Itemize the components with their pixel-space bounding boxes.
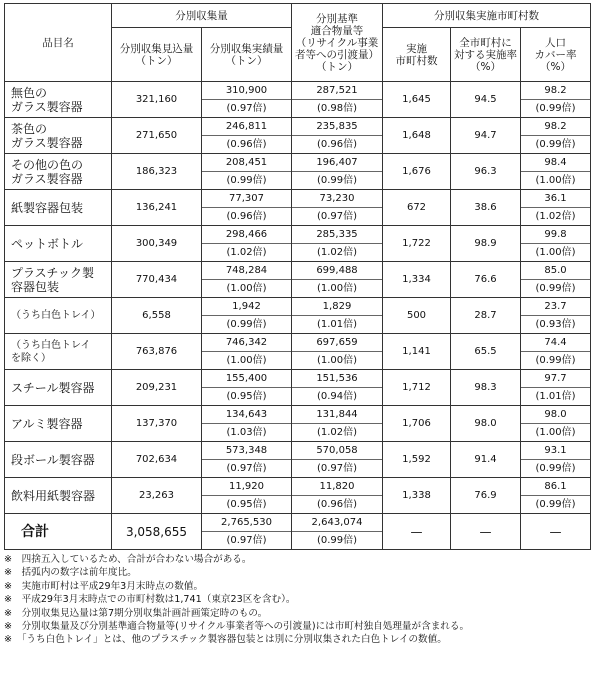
coverage-value: 74.4: [544, 337, 567, 348]
header-planned: 分別収集見込量 （トン）: [112, 28, 202, 82]
actual-value-ratio: (0.99倍): [202, 171, 291, 189]
header-item: 品目名: [5, 4, 112, 82]
footnotes: [4, 553, 590, 647]
header-coverage: 人口 カバー率 （%）: [521, 28, 591, 82]
standard-value-ratio: (0.97倍): [292, 459, 382, 477]
planned-value: 770,434: [135, 274, 178, 285]
actual-value-ratio: (0.97倍): [202, 459, 291, 477]
actual-value-ratio: (0.96倍): [202, 135, 291, 153]
standard-value: 1,829: [322, 301, 352, 312]
item-name: プラスチック製 容器包装: [5, 262, 112, 298]
item-name: スチール製容器: [5, 370, 112, 406]
standard-value-ratio: (1.01倍): [292, 315, 382, 333]
municipalities-value: 1,645: [402, 94, 431, 105]
planned-value: 3,058,655: [125, 524, 188, 539]
standard-value: 285,335: [316, 229, 358, 240]
planned-value: 763,876: [135, 346, 178, 357]
table-row: [5, 262, 591, 298]
standard-value: 196,407: [316, 157, 358, 168]
municipalities-value: 1,676: [402, 166, 431, 177]
actual-value: 134,643: [225, 409, 268, 420]
rate-value: —: [479, 524, 492, 539]
municipalities-value: —: [410, 524, 423, 539]
actual-value: 77,307: [229, 193, 264, 204]
actual-value-ratio: (0.96倍): [202, 207, 291, 225]
planned-value: 209,231: [135, 382, 178, 393]
standard-value: 570,058: [316, 445, 358, 456]
item-name: （うち白色トレイ）: [5, 298, 112, 334]
planned-value: 137,370: [135, 418, 178, 429]
planned-value: 300,349: [135, 238, 178, 249]
footnote: ※ 分別収集量及び分別基準適合物量等(リサイクル事業者等への引渡量)には市町村独自処理量が含まれる。: [4, 621, 470, 633]
footnote: ※ 分別収集見込量は第7期分別収集計画計画策定時のもの。: [4, 607, 268, 619]
municipalities-value: 1,592: [402, 454, 431, 465]
actual-value-ratio: (1.02倍): [202, 243, 291, 261]
coverage-value-ratio: (0.99倍): [521, 279, 590, 297]
table-row: [5, 478, 591, 514]
coverage-value: 86.1: [544, 481, 567, 492]
coverage-value-ratio: (0.99倍): [521, 135, 590, 153]
standard-value-ratio: (0.94倍): [292, 387, 382, 405]
actual-value: 748,284: [225, 265, 268, 276]
table-row: [5, 442, 591, 478]
coverage-value: 23.7: [544, 301, 567, 312]
planned-value: 6,558: [142, 310, 171, 321]
standard-value: 235,835: [316, 121, 358, 132]
standard-value: 287,521: [316, 85, 358, 96]
item-name: 無色の ガラス製容器: [5, 82, 112, 118]
table-row: [5, 154, 591, 190]
actual-value: 2,765,530: [221, 517, 272, 528]
table-row: [5, 82, 591, 118]
municipalities-value: 672: [406, 202, 427, 213]
item-name: ペットボトル: [5, 226, 112, 262]
coverage-value: —: [549, 524, 562, 539]
planned-value: 702,634: [135, 454, 178, 465]
standard-value-ratio: (0.97倍): [292, 207, 382, 225]
municipalities-value: 1,334: [402, 274, 431, 285]
footnote: ※ 括弧内の数字は前年度比。: [4, 567, 137, 579]
actual-value-ratio: (1.00倍): [202, 351, 291, 369]
standard-value: 131,844: [316, 409, 358, 420]
standard-value-ratio: (0.96倍): [292, 495, 382, 513]
standard-value-ratio: (0.98倍): [292, 99, 382, 117]
actual-value-ratio: (0.97倍): [202, 99, 291, 117]
coverage-value-ratio: (0.99倍): [521, 459, 590, 477]
table-row: [5, 226, 591, 262]
rate-value: 28.7: [474, 310, 497, 321]
rate-value: 98.3: [474, 382, 497, 393]
header-actual: 分別収集実績量 （トン）: [202, 28, 292, 82]
planned-value: 271,650: [135, 130, 178, 141]
header-collection-group: 分別収集量: [112, 4, 292, 28]
footnote: ※ 平成29年3月末時点での市町村数は1,741（東京23区を含む）。: [4, 594, 296, 606]
coverage-value-ratio: (1.00倍): [521, 243, 590, 261]
coverage-value-ratio: (0.99倍): [521, 351, 590, 369]
item-name: その他の色の ガラス製容器: [5, 154, 112, 190]
rate-value: 96.3: [474, 166, 497, 177]
standard-value: 11,820: [319, 481, 355, 492]
coverage-value-ratio: (1.02倍): [521, 207, 590, 225]
coverage-value-ratio: (0.93倍): [521, 315, 590, 333]
rate-value: 94.5: [474, 94, 497, 105]
planned-value: 23,263: [139, 490, 174, 501]
coverage-value: 85.0: [544, 265, 567, 276]
standard-value: 699,488: [316, 265, 358, 276]
standard-value-ratio: (1.00倍): [292, 279, 382, 297]
rate-value: 98.9: [474, 238, 497, 249]
item-name: 茶色の ガラス製容器: [5, 118, 112, 154]
header-standard: 分別基準 適合物量等 （リサイクル事業 者等への引渡量） （トン）: [292, 4, 383, 82]
coverage-value: 98.2: [544, 121, 567, 132]
header-municipal-group: 分別収集実施市町村数: [383, 4, 591, 28]
table-row: [5, 514, 591, 550]
footnote: ※ 「うち白色トレイ」とは、他のプラスチック製容器包装とは別に分別収集された白色トレイの数値。: [4, 634, 447, 646]
standard-value-ratio: (1.02倍): [292, 243, 382, 261]
rate-value: 38.6: [474, 202, 497, 213]
coverage-value: 97.7: [544, 373, 567, 384]
municipalities-value: 1,712: [402, 382, 431, 393]
actual-value-ratio: (0.99倍): [202, 315, 291, 333]
rate-value: 94.7: [474, 130, 497, 141]
standard-value: 697,659: [316, 337, 358, 348]
actual-value: 573,348: [225, 445, 268, 456]
actual-value-ratio: (0.95倍): [202, 495, 291, 513]
standard-value: 73,230: [319, 193, 355, 204]
actual-value: 1,942: [232, 301, 261, 312]
item-name: （うち白色トレイ を除く）: [5, 334, 112, 370]
actual-value: 310,900: [225, 85, 268, 96]
coverage-value: 98.0: [544, 409, 567, 420]
item-name: 紙製容器包装: [5, 190, 112, 226]
municipalities-value: 1,706: [402, 418, 431, 429]
municipalities-value: 1,338: [402, 490, 431, 501]
standard-value-ratio: (0.96倍): [292, 135, 382, 153]
table-row: [5, 334, 591, 370]
actual-value-ratio: (1.03倍): [202, 423, 291, 441]
table-body: [5, 82, 591, 550]
rate-value: 98.0: [474, 418, 497, 429]
table-row: [5, 298, 591, 334]
rate-value: 76.9: [474, 490, 497, 501]
item-name: アルミ製容器: [5, 406, 112, 442]
footnote: ※ 実施市町村は平成29年3月末時点の数値。: [4, 580, 204, 592]
actual-value: 298,466: [225, 229, 268, 240]
municipalities-value: 1,141: [402, 346, 431, 357]
actual-value-ratio: (0.97倍): [202, 531, 291, 549]
municipalities-value: 1,722: [402, 238, 431, 249]
coverage-value: 99.8: [544, 229, 567, 240]
coverage-value-ratio: (0.99倍): [521, 99, 590, 117]
standard-value-ratio: (1.02倍): [292, 423, 382, 441]
standard-value-ratio: (0.99倍): [292, 171, 382, 189]
rate-value: 65.5: [474, 346, 497, 357]
coverage-value: 93.1: [544, 445, 567, 456]
municipalities-value: 1,648: [402, 130, 431, 141]
planned-value: 321,160: [135, 94, 178, 105]
header-municipalities: 実施 市町村数: [383, 28, 451, 82]
planned-value: 186,323: [135, 166, 178, 177]
actual-value-ratio: (0.95倍): [202, 387, 291, 405]
actual-value: 155,400: [225, 373, 268, 384]
footnote: ※ 四捨五入しているため、合計が合わない場合がある。: [4, 554, 252, 565]
item-name: 飲料用紙製容器: [5, 478, 112, 514]
rate-value: 91.4: [474, 454, 497, 465]
coverage-value: 98.2: [544, 85, 567, 96]
coverage-value: 98.4: [544, 157, 567, 168]
coverage-value-ratio: (1.00倍): [521, 423, 590, 441]
actual-value: 11,920: [229, 481, 264, 492]
rate-value: 76.6: [474, 274, 497, 285]
collection-table: [4, 3, 591, 550]
coverage-value-ratio: (1.00倍): [521, 171, 590, 189]
standard-value: 151,536: [316, 373, 358, 384]
table-row: [5, 406, 591, 442]
recycling-table-page: [4, 3, 590, 647]
header-rate: 全市町村に 対する実施率 （%）: [451, 28, 521, 82]
standard-value-ratio: (1.00倍): [292, 351, 382, 369]
actual-value: 208,451: [225, 157, 268, 168]
coverage-value: 36.1: [544, 193, 567, 204]
table-row: [5, 190, 591, 226]
coverage-value-ratio: (1.01倍): [521, 387, 590, 405]
standard-value-ratio: (0.99倍): [292, 531, 382, 549]
table-row: [5, 118, 591, 154]
item-name: 合計: [5, 514, 112, 550]
coverage-value-ratio: (0.99倍): [521, 495, 590, 513]
actual-value-ratio: (1.00倍): [202, 279, 291, 297]
table-row: [5, 370, 591, 406]
planned-value: 136,241: [135, 202, 178, 213]
actual-value: 746,342: [225, 337, 268, 348]
municipalities-value: 500: [406, 310, 427, 321]
standard-value: 2,643,074: [311, 517, 363, 528]
actual-value: 246,811: [225, 121, 268, 132]
item-name: 段ボール製容器: [5, 442, 112, 478]
